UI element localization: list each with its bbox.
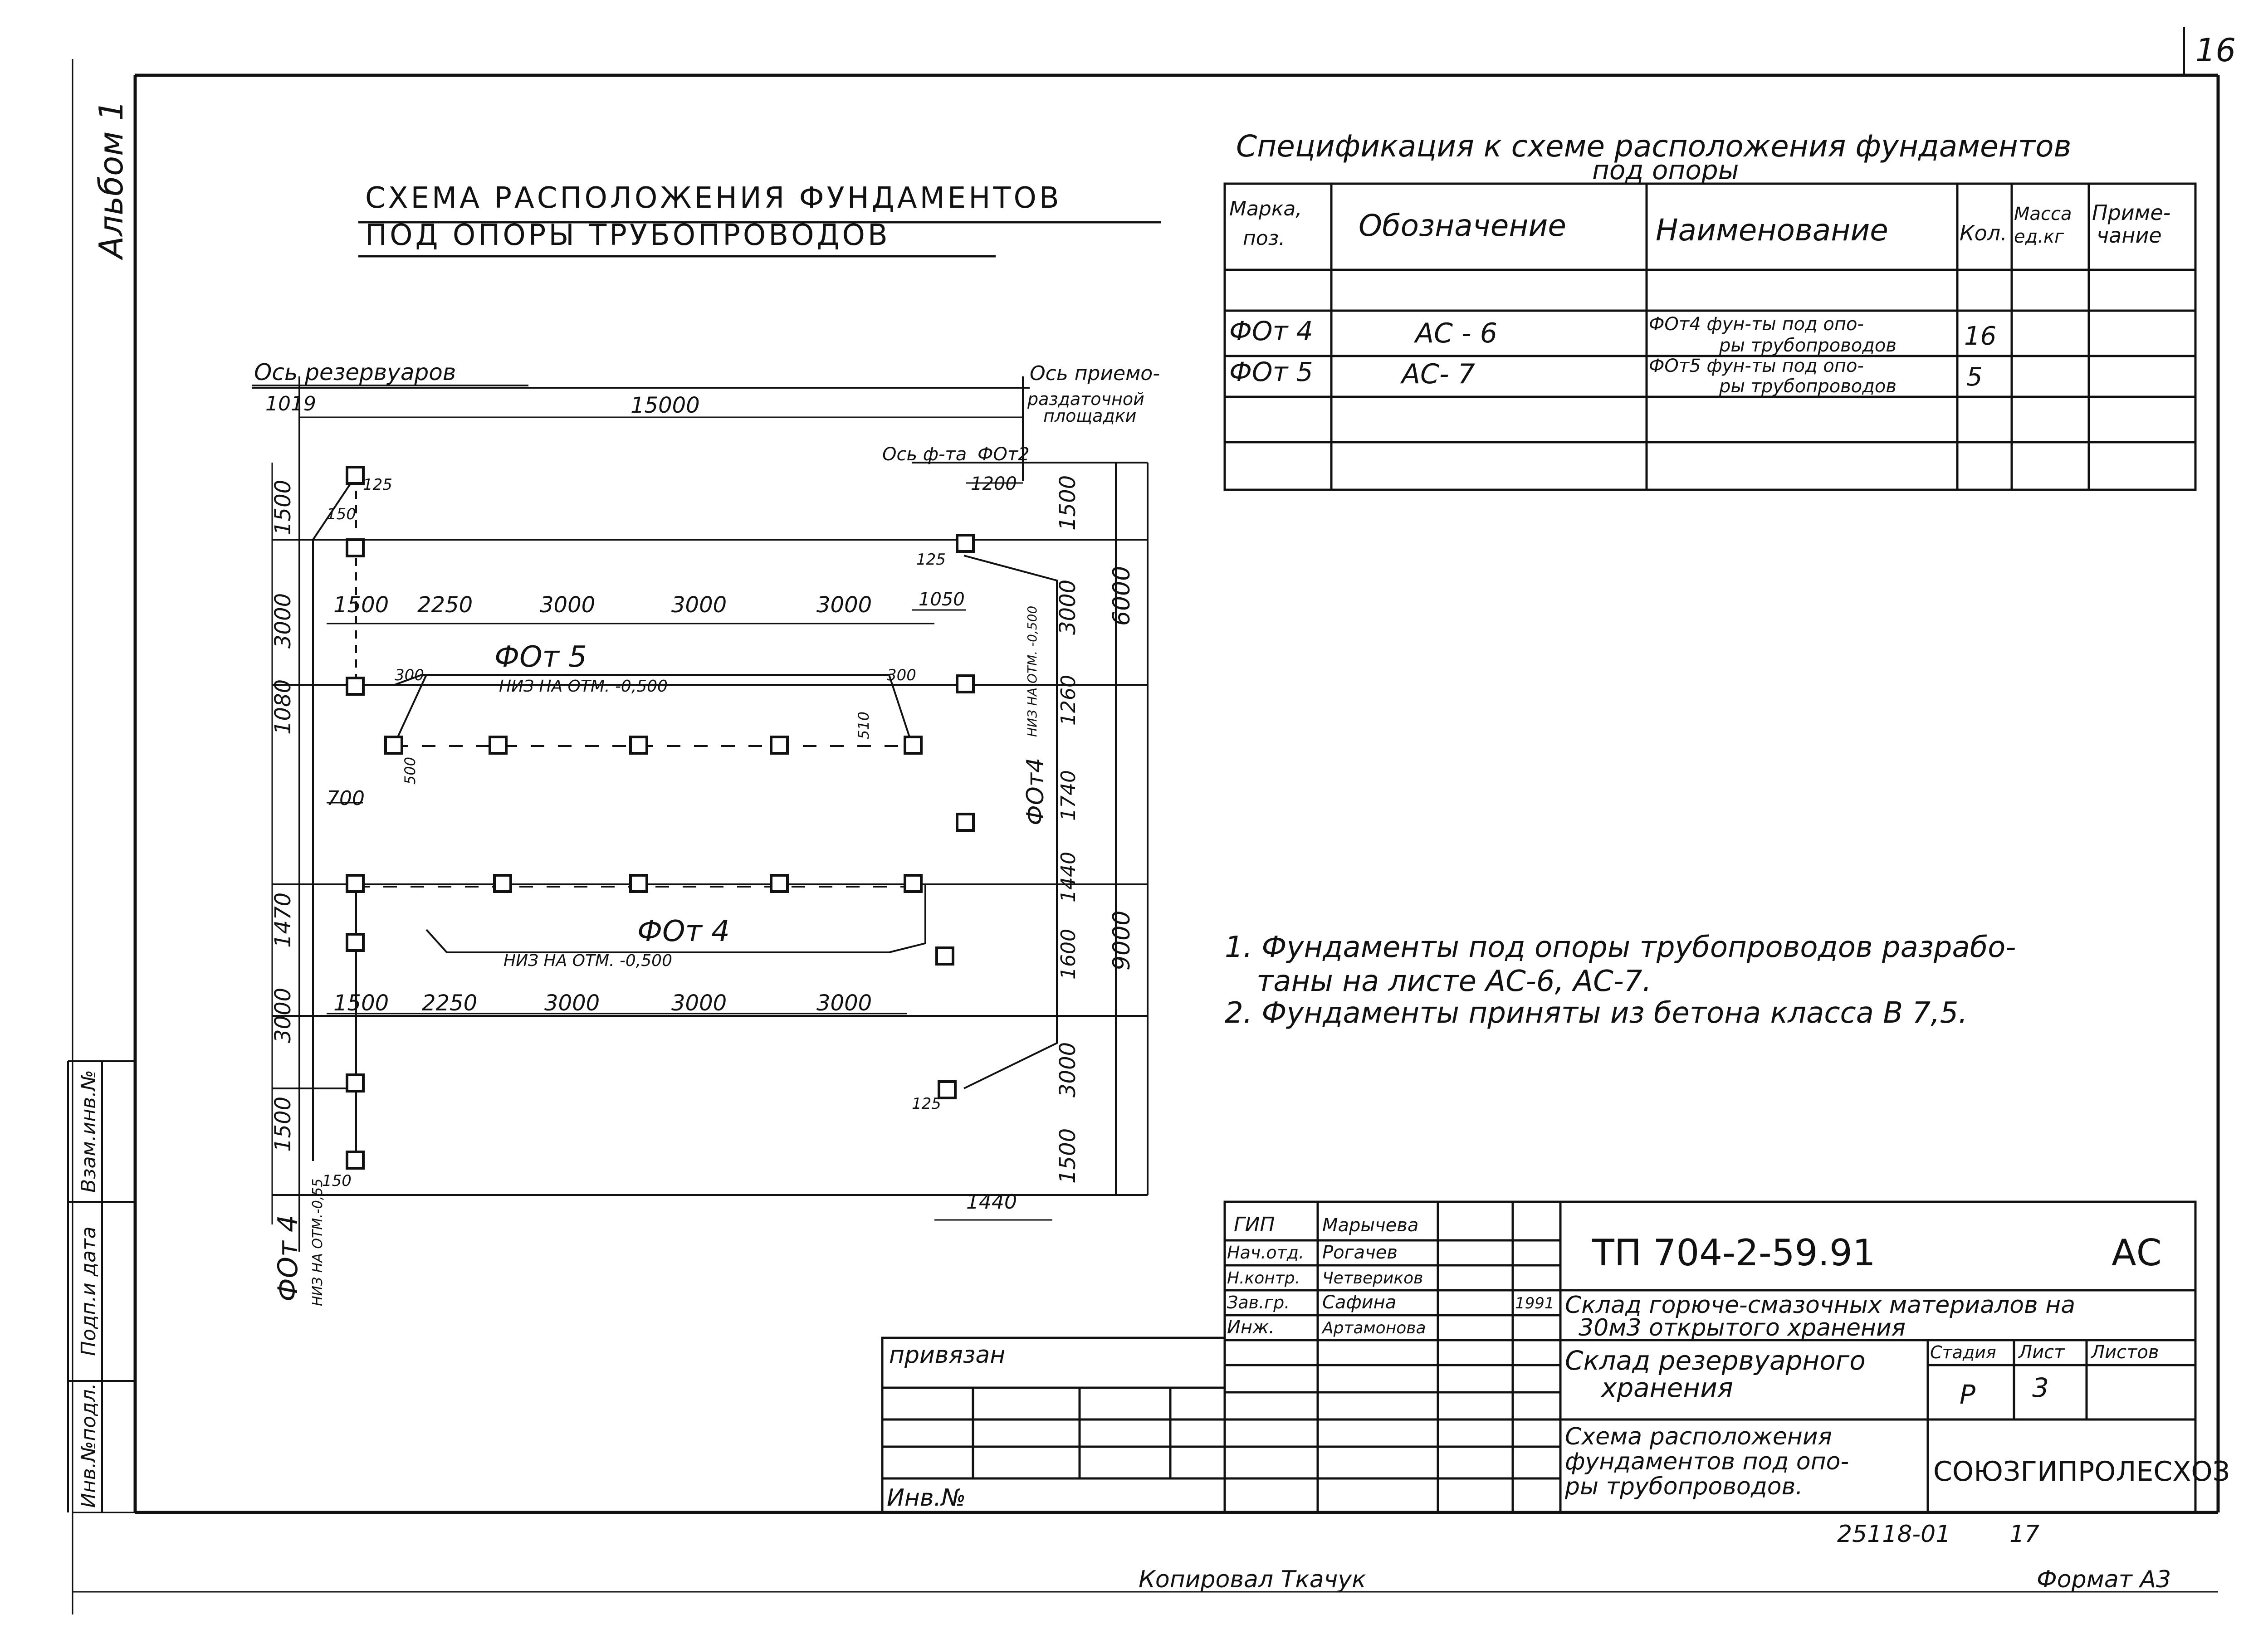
dim-left-1470: 1470 (270, 892, 296, 948)
side-stamp-orig-inv: Инв.№подл. (77, 1383, 100, 1508)
axis-foundation-mark: ФОт2 (978, 444, 1030, 465)
staff-name-2: Рогачев (1322, 1242, 1398, 1263)
foundation-layout (252, 359, 1160, 1306)
sheet-frame (73, 27, 2218, 1614)
axis-platform-label-1: Ось приемо- (1030, 362, 1160, 385)
label-fot5: ФОт 5 (494, 640, 587, 674)
dim-700: 700 (327, 787, 365, 810)
dim-upper-1: 1500 (333, 592, 389, 618)
dim-right-1600: 1600 (1057, 929, 1080, 980)
sheets-label: Листов (2091, 1342, 2159, 1363)
spec-row2-designation: АС- 7 (1402, 358, 1475, 390)
title-line-1: СХЕМА РАСПОЛОЖЕНИЯ ФУНДАМЕНТОВ (365, 181, 1062, 215)
page-number: 16 (2195, 32, 2236, 69)
dim-right-1500-b: 1500 (1055, 1128, 1080, 1184)
copied-by: Копировал Ткачук (1139, 1566, 1366, 1593)
spec-row1-mark: ФОт 4 (1229, 316, 1313, 346)
dim-1050: 1050 (919, 589, 965, 610)
title-line-2: ПОД ОПОРЫ ТРУБОПРОВОДОВ (365, 219, 890, 252)
side-stamp-sign-date: Подп.и дата (77, 1226, 100, 1356)
object-line-1: Склад резервуарного (1565, 1345, 1866, 1376)
format-label: Формат А3 (2037, 1566, 2171, 1593)
dim-upper-3: 3000 (540, 592, 596, 618)
spec-header-note-1: Приме- (2092, 200, 2171, 225)
axis-tanks-label: Ось резервуаров (254, 359, 456, 385)
archive-number: 25118-01 (1837, 1521, 1951, 1548)
staff-name-3: Четвериков (1322, 1269, 1423, 1288)
side-stamp-ref-inv: Взам.инв.№ (77, 1070, 100, 1193)
layout-axes (252, 376, 1148, 1252)
title-year: 1991 (1515, 1294, 1554, 1312)
pipeline-routes (313, 475, 1057, 1161)
spec-row2-name-2: ры трубопроводов (1719, 376, 1897, 397)
spec-header-qty: Кол. (1960, 221, 2007, 245)
dim-small-150-bottom: 150 (322, 1172, 352, 1190)
axis-platform-label-3: площадки (1043, 406, 1137, 426)
spec-row2-mark: ФОт 5 (1229, 356, 1313, 387)
label-fot4-bottom: ФОт 4 (272, 1215, 304, 1302)
spec-header-mark-1: Марка, (1229, 197, 1302, 220)
drawing-name-2: фундаментов под опо- (1565, 1448, 1849, 1475)
note-line-1: 1. Фундаменты под опоры трубопроводов разрабо- (1225, 931, 2016, 964)
dim-left-1500-bottom: 1500 (270, 1096, 296, 1152)
dim-right-1500-a: 1500 (1055, 475, 1080, 531)
dim-lower-3: 3000 (544, 990, 600, 1016)
dim-upper-5: 3000 (816, 592, 872, 618)
dim-lower-2: 2250 (422, 990, 478, 1016)
dim-small-300-left: 300 (395, 666, 424, 684)
dim-upper-4: 3000 (671, 592, 727, 618)
axis-platform-label-2: раздаточной (1027, 389, 1144, 409)
dim-left-1080: 1080 (270, 679, 296, 735)
stage-value: Р (1960, 1379, 1975, 1410)
project-line-1: Склад горюче-смазочных материалов на (1565, 1292, 2076, 1319)
staff-name-5: Артамонова (1322, 1319, 1426, 1337)
dim-left-3000-b: 3000 (270, 987, 296, 1043)
album-label: Альбом 1 (92, 100, 130, 259)
doc-code: ТП 704-2-59.91 (1592, 1232, 1876, 1274)
dim-small-150: 150 (327, 505, 356, 523)
nz-upper: НИЗ НА ОТМ. -0,500 (499, 677, 668, 696)
staff-role-4: Зав.гр. (1227, 1293, 1290, 1312)
spec-header-designation: Обозначение (1359, 208, 1566, 243)
staff-name-1: Марычева (1322, 1215, 1419, 1236)
spec-header-mark-2: поз. (1243, 227, 1286, 250)
dim-left-1500-top: 1500 (270, 479, 296, 535)
spec-row1-designation: АС - 6 (1415, 317, 1497, 349)
project-line-2: 30м3 открытого хранения (1579, 1314, 1906, 1341)
dim-right-1740: 1740 (1057, 770, 1080, 821)
spec-row1-qty: 16 (1964, 322, 1997, 351)
privyazan-label: привязан (889, 1341, 1006, 1369)
side-stamp (68, 1061, 135, 1512)
drawing-name-1: Схема расположения (1565, 1423, 1832, 1450)
doc-section: АС (2112, 1232, 2162, 1274)
dim-right-9000: 9000 (1108, 910, 1135, 971)
dim-1440-bottom: 1440 (966, 1190, 1017, 1214)
nz-right: НИЗ НА ОТМ. -0,500 (1025, 605, 1040, 737)
spec-row2-qty: 5 (1966, 362, 1983, 392)
dim-small-500: 500 (401, 756, 419, 785)
note-line-2: таны на листе АС-6, АС-7. (1256, 965, 1652, 998)
spec-row2-name-1: ФОт5 фун-ты под опо- (1649, 356, 1864, 376)
dim-small-125: 125 (363, 476, 392, 494)
dimension-lines (272, 417, 1116, 1224)
spec-row1-name-1: ФОт4 фун-ты под опо- (1649, 314, 1864, 335)
spec-table (1225, 129, 2195, 490)
label-fot4: ФОт 4 (637, 915, 730, 948)
sheet-label: Лист (2019, 1342, 2065, 1363)
dim-small-125-right: 125 (916, 551, 946, 569)
dim-1019: 1019 (265, 392, 316, 415)
nz-bottom: НИЗ НА ОТМ.-0,55 (310, 1178, 326, 1306)
dim-lower-5: 3000 (816, 990, 872, 1016)
dim-left-3000-a: 3000 (270, 593, 296, 649)
spec-header-mass-1: Масса (2014, 204, 2072, 224)
spec-header-mass-2: ед.кг (2014, 226, 2064, 247)
spec-title-1: Спецификация к схеме расположения фундаментов (1236, 129, 2072, 164)
dim-right-6000: 6000 (1108, 566, 1135, 626)
dim-small-125-bottom: 125 (912, 1095, 941, 1113)
label-fot4-right: ФОт4 (1022, 757, 1049, 825)
dim-1200: 1200 (971, 473, 1017, 494)
drawing-name-3: ры трубопроводов. (1565, 1473, 1803, 1500)
spec-header-name: Наименование (1656, 213, 1888, 248)
org-name: СОЮЗГИПРОЛЕСХОЗ (1933, 1456, 2230, 1488)
stage-label: Стадия (1930, 1342, 1996, 1362)
dim-small-300-right: 300 (887, 666, 916, 684)
staff-role-1: ГИП (1234, 1213, 1275, 1236)
dim-right-1440: 1440 (1057, 852, 1080, 902)
staff-role-3: Н.контр. (1227, 1269, 1300, 1288)
dim-right-3000-b: 3000 (1055, 1042, 1080, 1097)
dim-right-3000-a: 3000 (1055, 579, 1080, 635)
staff-role-2: Нач.отд. (1227, 1243, 1305, 1263)
archive-sheet: 17 (2009, 1521, 2040, 1548)
dim-upper-2: 2250 (417, 592, 473, 618)
foundation-squares (347, 467, 973, 1168)
note-line-3: 2. Фундаменты приняты из бетона класса В 7,5. (1225, 996, 1968, 1030)
spec-header-note-2: чание (2097, 223, 2162, 248)
sheet-value: 3 (2032, 1372, 2049, 1403)
dim-small-510: 510 (855, 711, 872, 739)
spec-row1-name-2: ры трубопроводов (1719, 335, 1897, 356)
axis-foundation-label: Ось ф-та (882, 444, 967, 465)
dim-lower-1: 1500 (333, 990, 389, 1016)
object-line-2: хранения (1601, 1372, 1733, 1403)
title-block (882, 1202, 2230, 1512)
dim-15000: 15000 (631, 393, 700, 418)
inv-no-label: Инв.№ (887, 1484, 966, 1512)
nz-lower: НИЗ НА ОТМ. -0,500 (503, 951, 672, 970)
dim-right-1260: 1260 (1057, 675, 1080, 726)
dim-lower-4: 3000 (671, 990, 727, 1016)
spec-title-2: под опоры (1592, 155, 1739, 185)
notes (1225, 931, 2016, 1030)
staff-role-5: Инж. (1227, 1317, 1275, 1338)
drawing-title (358, 181, 1161, 256)
staff-name-4: Сафина (1322, 1292, 1397, 1313)
